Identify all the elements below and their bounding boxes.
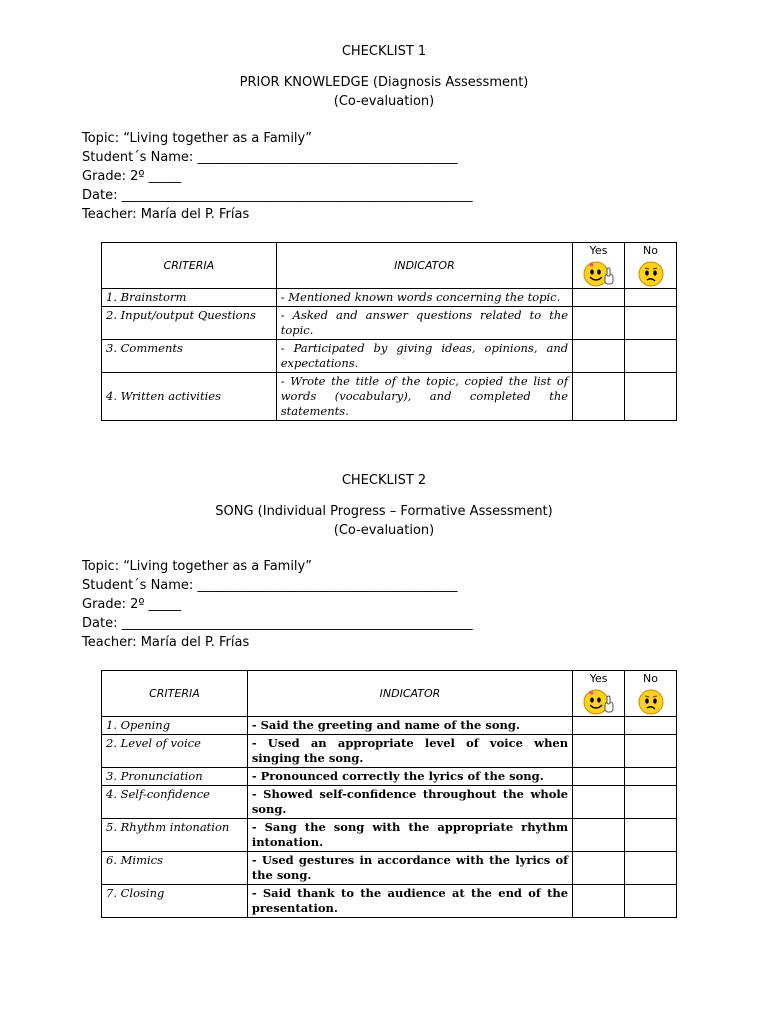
criteria-cell: 2. Level of voice (102, 735, 248, 768)
checklist-1-table (101, 242, 677, 421)
unsure-smiley-icon (636, 688, 666, 716)
grade-line[interactable]: Grade: 2º _____ (82, 169, 182, 184)
criteria-cell: 5. Rhythm intonation (102, 819, 248, 852)
no-checkbox-cell[interactable] (625, 786, 677, 819)
indicator-cell: - Pronounced correctly the lyrics of the song. (247, 768, 572, 786)
table-row (102, 885, 677, 918)
no-header (625, 671, 677, 717)
yes-header (573, 243, 625, 289)
indicator-cell: - Asked and answer questions related to the topic. (276, 307, 572, 340)
table-row (102, 735, 677, 768)
grade-line[interactable]: Grade: 2º _____ (82, 597, 182, 612)
yes-checkbox-cell[interactable] (573, 885, 625, 918)
checklist-1-header (0, 42, 768, 111)
student-name-line[interactable]: Student´s Name: ________________________________________ (82, 150, 458, 165)
no-checkbox-cell[interactable] (625, 735, 677, 768)
no-label: No (643, 244, 658, 257)
unsure-smiley-icon (636, 260, 666, 288)
indicator-header: INDICATOR (247, 671, 572, 717)
no-checkbox-cell[interactable] (625, 307, 677, 340)
yes-checkbox-cell[interactable] (573, 852, 625, 885)
yes-checkbox-cell[interactable] (573, 768, 625, 786)
criteria-cell: 1. Brainstorm (102, 289, 277, 307)
yes-checkbox-cell[interactable] (573, 717, 625, 735)
criteria-header: CRITERIA (102, 243, 277, 289)
criteria-cell: 7. Closing (102, 885, 248, 918)
no-checkbox-cell[interactable] (625, 373, 677, 421)
table-header-row (102, 671, 677, 717)
no-checkbox-cell[interactable] (625, 340, 677, 373)
indicator-cell: - Said the greeting and name of the song. (247, 717, 572, 735)
yes-label: Yes (589, 672, 608, 685)
indicator-cell: - Mentioned known words concerning the topic. (276, 289, 572, 307)
date-line[interactable]: Date: ______________________________________________________ (82, 188, 473, 203)
yes-checkbox-cell[interactable] (573, 819, 625, 852)
yes-label: Yes (589, 244, 608, 257)
table-row (102, 819, 677, 852)
no-label: No (643, 672, 658, 685)
checklist-2-evaluation: (Co-evaluation) (333, 523, 435, 538)
table-row (102, 289, 677, 307)
checklist-1-heading: CHECKLIST 1 (341, 44, 427, 59)
table-row (102, 373, 677, 421)
indicator-cell: - Used gestures in accordance with the lyrics of the song. (247, 852, 572, 885)
criteria-cell: 4. Written activities (102, 373, 277, 421)
no-checkbox-cell[interactable] (625, 852, 677, 885)
no-checkbox-cell[interactable] (625, 885, 677, 918)
indicator-cell: - Said thank to the audience at the end of the presentation. (247, 885, 572, 918)
checklist-2-heading: CHECKLIST 2 (341, 473, 427, 488)
yes-checkbox-cell[interactable] (573, 735, 625, 768)
indicator-cell: - Wrote the title of the topic, copied the list of words (vocabulary), and completed the statements. (276, 373, 572, 421)
no-checkbox-cell[interactable] (625, 819, 677, 852)
checklist-1-evaluation: (Co-evaluation) (333, 94, 435, 109)
checklist-1-subtitle: PRIOR KNOWLEDGE (Diagnosis Assessment) (239, 75, 529, 90)
student-name-line[interactable]: Student´s Name: ________________________________________ (82, 578, 458, 593)
topic-line: Topic: “Living together as a Family” (82, 559, 312, 574)
yes-checkbox-cell[interactable] (573, 786, 625, 819)
table-row (102, 852, 677, 885)
no-header (625, 243, 677, 289)
criteria-cell: 3. Pronunciation (102, 768, 248, 786)
table-row (102, 717, 677, 735)
table-row (102, 786, 677, 819)
topic-line: Topic: “Living together as a Family” (82, 131, 312, 146)
yes-header (573, 671, 625, 717)
table-row (102, 768, 677, 786)
indicator-cell: - Showed self-confidence throughout the whole song. (247, 786, 572, 819)
table-row (102, 340, 677, 373)
checklist-2-info (82, 557, 473, 652)
checklist-1-info (82, 129, 473, 224)
indicator-header: INDICATOR (276, 243, 572, 289)
checklist-2-subtitle: SONG (Individual Progress – Formative Assessment) (215, 504, 553, 519)
teacher-line: Teacher: María del P. Frías (82, 635, 250, 650)
table-header-row (102, 243, 677, 289)
yes-checkbox-cell[interactable] (573, 307, 625, 340)
checklist-2-table (101, 670, 677, 918)
indicator-cell: - Used an appropriate level of voice when singing the song. (247, 735, 572, 768)
no-checkbox-cell[interactable] (625, 289, 677, 307)
yes-checkbox-cell[interactable] (573, 373, 625, 421)
criteria-cell: 6. Mimics (102, 852, 248, 885)
indicator-cell: - Sang the song with the appropriate rhythm intonation. (247, 819, 572, 852)
thumbs-up-smiley-icon (582, 260, 616, 288)
teacher-line: Teacher: María del P. Frías (82, 207, 250, 222)
criteria-header: CRITERIA (102, 671, 248, 717)
checklist-2-header (0, 471, 768, 540)
no-checkbox-cell[interactable] (625, 717, 677, 735)
criteria-cell: 3. Comments (102, 340, 277, 373)
no-checkbox-cell[interactable] (625, 768, 677, 786)
date-line[interactable]: Date: ______________________________________________________ (82, 616, 473, 631)
criteria-cell: 4. Self-confidence (102, 786, 248, 819)
indicator-cell: - Participated by giving ideas, opinions, and expectations. (276, 340, 572, 373)
criteria-cell: 1. Opening (102, 717, 248, 735)
yes-checkbox-cell[interactable] (573, 340, 625, 373)
table-row (102, 307, 677, 340)
criteria-cell: 2. Input/output Questions (102, 307, 277, 340)
yes-checkbox-cell[interactable] (573, 289, 625, 307)
thumbs-up-smiley-icon (582, 688, 616, 716)
